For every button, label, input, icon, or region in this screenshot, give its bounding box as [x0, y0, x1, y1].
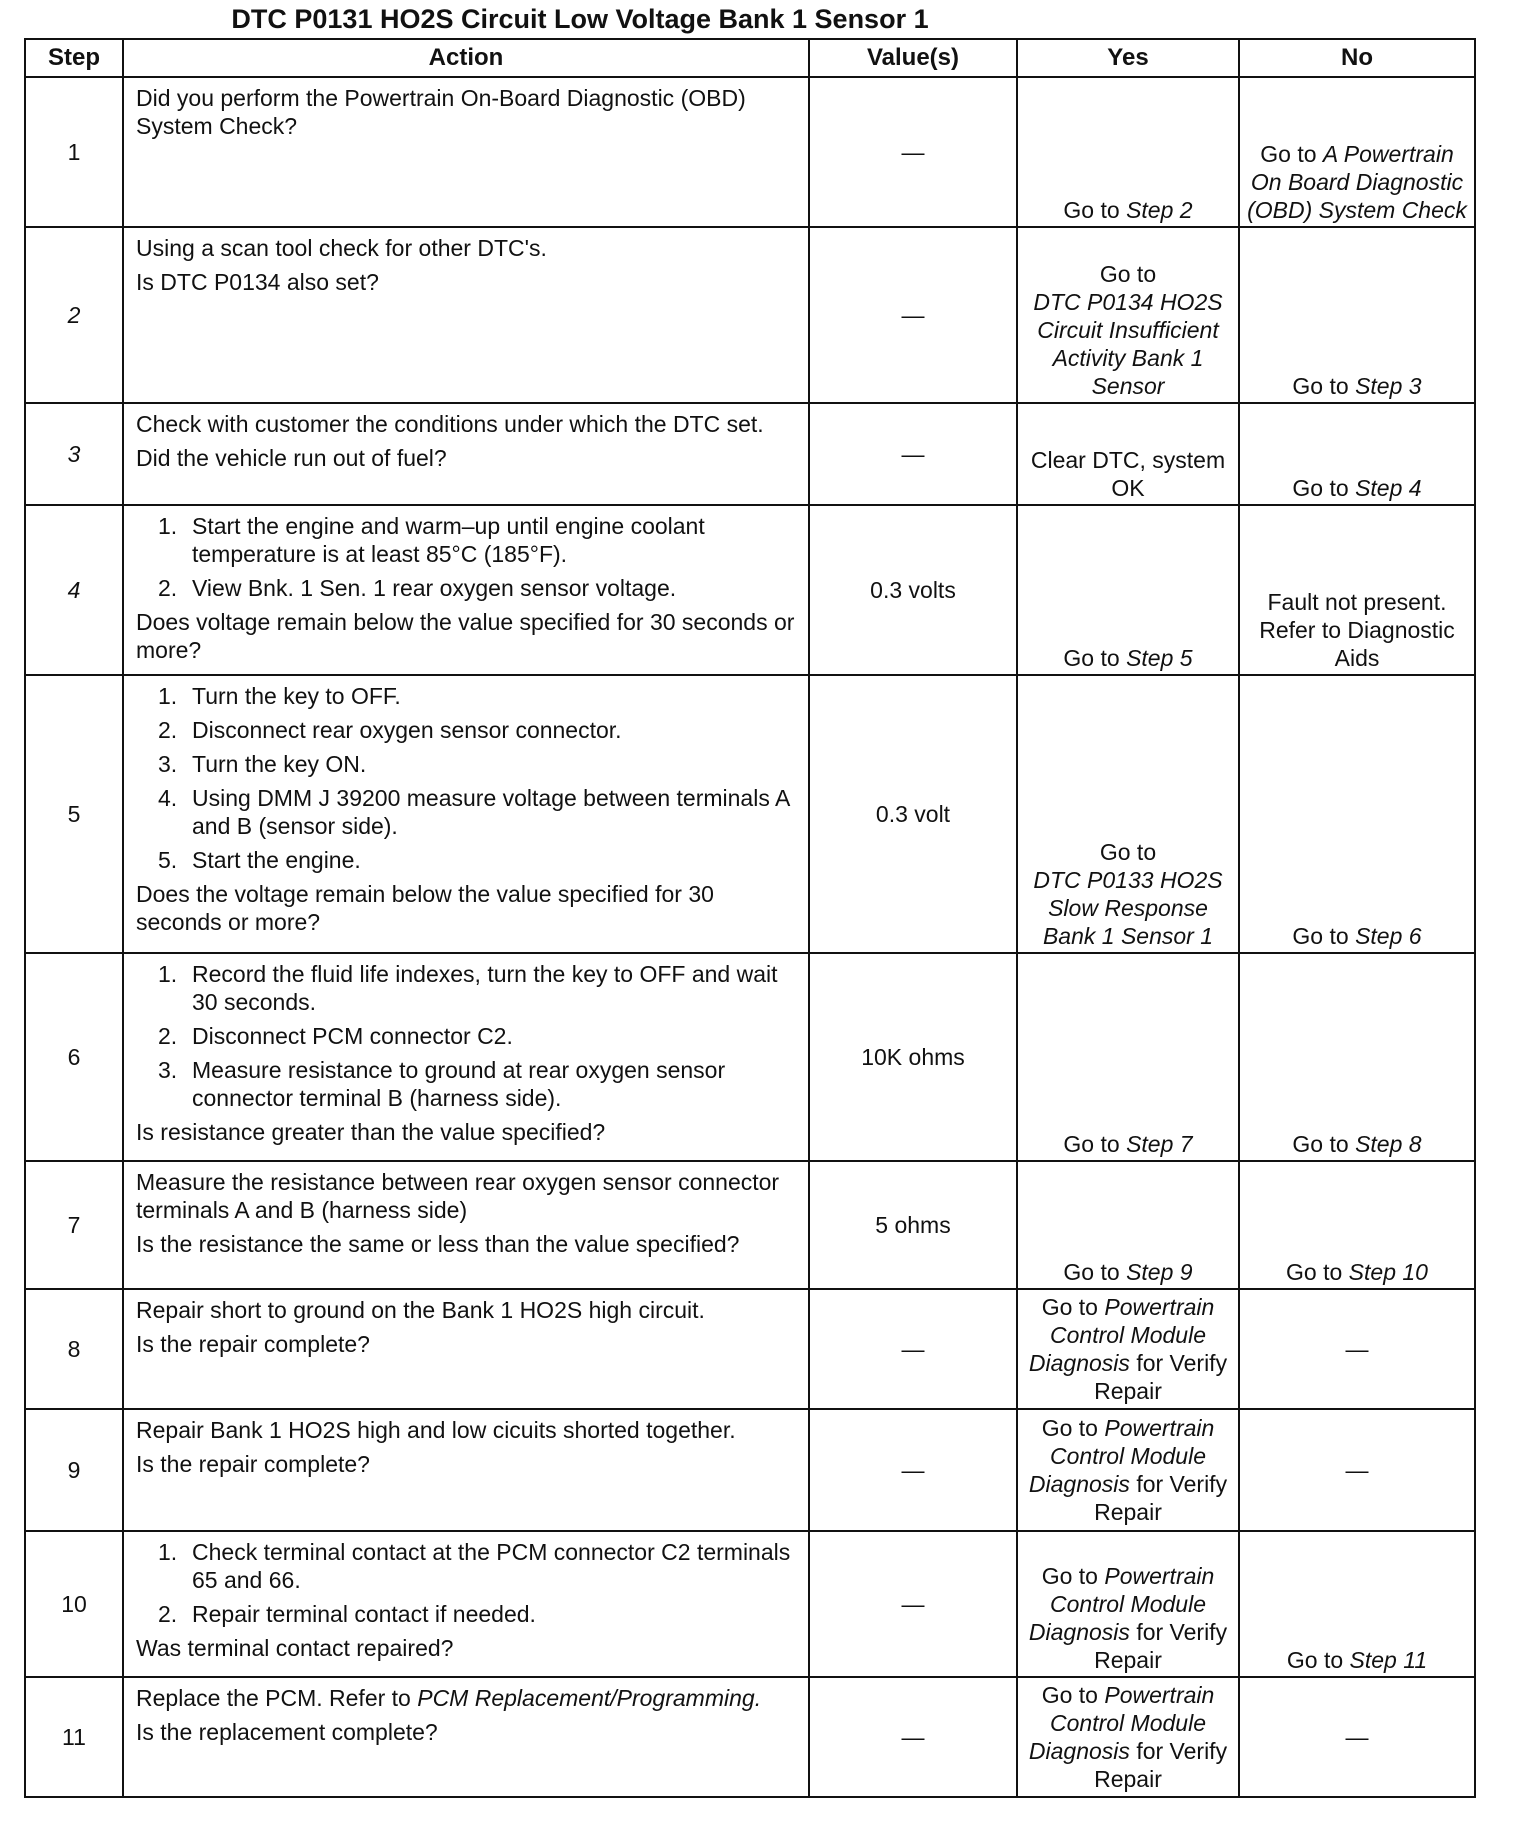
no-reference: Step 4 [1355, 475, 1422, 501]
action-step-item: 2. View Bnk. 1 Sen. 1 rear oxygen sensor voltage. [158, 575, 677, 601]
yes-prefix: Go to [1099, 261, 1157, 287]
table-row [25, 953, 1475, 1161]
action-text: Repair Bank 1 HO2S high and low cicuits shorted together. [136, 1417, 736, 1443]
action-cell [123, 227, 809, 403]
no-reference: Step 3 [1355, 373, 1422, 399]
value-cell: 5 ohms [809, 1161, 1017, 1289]
action-cell [123, 1531, 809, 1677]
action-cell [123, 953, 809, 1161]
table-row [25, 1677, 1475, 1797]
table-row [25, 505, 1475, 675]
page-title: DTC P0131 HO2S Circuit Low Voltage Bank 1 Sensor 1 [231, 4, 929, 34]
step-number: 2 [25, 227, 123, 403]
no-cell [1239, 403, 1475, 505]
diagnostic-table [24, 38, 1476, 1798]
step-number: 11 [25, 1677, 123, 1797]
header-action: Action [123, 39, 809, 77]
action-cell [123, 1289, 809, 1409]
table-header-row [25, 39, 1475, 77]
action-prefix: Replace the PCM. Refer to [136, 1685, 411, 1711]
yes-reference: Powertrain Control Module Diagnosis [1028, 1682, 1215, 1764]
yes-cell [1017, 1289, 1239, 1409]
yes-suffix: for Verify Repair [1094, 1738, 1228, 1792]
action-cell [123, 1409, 809, 1531]
action-cell [123, 505, 809, 675]
yes-cell [1017, 953, 1239, 1161]
no-cell: Fault not present. Refer to Diagnostic Aids [1239, 505, 1475, 675]
action-cell [123, 1161, 809, 1289]
header-yes: Yes [1017, 39, 1239, 77]
action-step-item: 1. Start the engine and warm–up until engine coolant temperature is at least 85°C (185°F). [158, 513, 705, 567]
value-cell: — [809, 1289, 1017, 1409]
yes-reference: Step 2 [1126, 197, 1193, 223]
yes-reference: Step 7 [1126, 1131, 1193, 1157]
action-question: Is the replacement complete? [136, 1719, 438, 1745]
yes-prefix: Go to [1041, 1415, 1098, 1441]
value-cell: 0.3 volt [809, 675, 1017, 953]
value-cell: — [809, 227, 1017, 403]
step-number: 1 [25, 77, 123, 227]
no-cell [1239, 1531, 1475, 1677]
step-number: 7 [25, 1161, 123, 1289]
step-number: 8 [25, 1289, 123, 1409]
yes-reference: Powertrain Control Module Diagnosis [1028, 1294, 1215, 1376]
action-step-item: 3. Measure resistance to ground at rear oxygen sensor connector terminal B (harness side). [158, 1057, 726, 1111]
action-text: Did you perform the Powertrain On-Board Diagnostic (OBD) System Check? [136, 85, 746, 139]
yes-reference: Step 9 [1126, 1259, 1193, 1285]
action-cell [123, 403, 809, 505]
yes-reference: Step 5 [1126, 645, 1193, 671]
action-text: Measure the resistance between rear oxygen sensor connector terminals A and B (harness side) [136, 1169, 780, 1223]
no-cell: — [1239, 1409, 1475, 1531]
no-cell [1239, 675, 1475, 953]
no-cell [1239, 953, 1475, 1161]
step-number: 3 [25, 403, 123, 505]
action-step-item: 1. Check terminal contact at the PCM connector C2 terminals 65 and 66. [158, 1539, 791, 1593]
action-question: Was terminal contact repaired? [136, 1635, 454, 1661]
action-question: Is the resistance the same or less than the value specified? [136, 1231, 740, 1257]
action-step-item: 1. Record the fluid life indexes, turn the key to OFF and wait 30 seconds. [158, 961, 778, 1015]
action-text: Repair short to ground on the Bank 1 HO2S high circuit. [136, 1297, 705, 1323]
action-text: Check with customer the conditions under which the DTC set. [136, 411, 764, 437]
yes-suffix: for Verify Repair [1094, 1471, 1228, 1525]
no-prefix: Go to [1286, 1647, 1344, 1673]
action-question: Does the voltage remain below the value specified for 30 seconds or more? [136, 881, 714, 935]
yes-prefix: Go to [1063, 1131, 1120, 1157]
action-step-item: 2. Repair terminal contact if needed. [158, 1601, 536, 1627]
yes-cell [1017, 675, 1239, 953]
action-step-item: 4. Using DMM J 39200 measure voltage between terminals A and B (sensor side). [158, 785, 790, 839]
yes-cell [1017, 505, 1239, 675]
no-prefix: Go to [1260, 141, 1317, 167]
no-reference: Step 11 [1349, 1647, 1428, 1673]
yes-cell [1017, 77, 1239, 227]
no-cell [1239, 227, 1475, 403]
yes-suffix: for Verify Repair [1094, 1619, 1228, 1673]
action-question: Is the repair complete? [136, 1451, 370, 1477]
action-cell [123, 675, 809, 953]
table-row [25, 227, 1475, 403]
value-cell: — [809, 77, 1017, 227]
no-reference: Step 8 [1355, 1131, 1422, 1157]
value-cell: — [809, 1409, 1017, 1531]
yes-cell [1017, 227, 1239, 403]
action-cell [123, 77, 809, 227]
yes-suffix: for Verify Repair [1094, 1350, 1228, 1404]
no-reference: Step 10 [1348, 1259, 1428, 1285]
table-row [25, 1289, 1475, 1409]
table-row [25, 1531, 1475, 1677]
action-steps [136, 960, 800, 1112]
action-cell [123, 1677, 809, 1797]
action-question: Is DTC P0134 also set? [136, 269, 379, 295]
action-text: Using a scan tool check for other DTC's. [136, 235, 547, 261]
no-cell [1239, 77, 1475, 227]
value-cell: 10K ohms [809, 953, 1017, 1161]
yes-prefix: Go to [1041, 1563, 1098, 1589]
action-question: Is resistance greater than the value specified? [136, 1119, 606, 1145]
action-text [136, 1684, 800, 1712]
header-step: Step [25, 39, 123, 77]
action-step-item: 2. Disconnect PCM connector C2. [158, 1023, 513, 1049]
no-prefix: Go to [1292, 475, 1349, 501]
value-cell: — [809, 1677, 1017, 1797]
action-steps [136, 512, 800, 602]
yes-cell [1017, 1409, 1239, 1531]
step-number: 9 [25, 1409, 123, 1531]
action-reference: PCM Replacement/Programming. [417, 1685, 762, 1711]
table-row [25, 675, 1475, 953]
yes-cell: Clear DTC, system OK [1017, 403, 1239, 505]
value-cell: — [809, 403, 1017, 505]
value-cell: — [809, 1531, 1017, 1677]
no-reference: Step 6 [1355, 923, 1422, 949]
yes-prefix: Go to [1063, 645, 1120, 671]
step-number: 4 [25, 505, 123, 675]
action-steps [136, 682, 800, 874]
yes-cell [1017, 1161, 1239, 1289]
yes-prefix: Go to [1041, 1682, 1098, 1708]
header-no: No [1239, 39, 1475, 77]
yes-reference: DTC P0134 HO2S Circuit Insufficient Activity Bank 1 Sensor [1033, 289, 1223, 399]
header-values: Value(s) [809, 39, 1017, 77]
value-cell: 0.3 volts [809, 505, 1017, 675]
table-row [25, 1409, 1475, 1531]
yes-prefix: Go to [1063, 197, 1120, 223]
no-cell: — [1239, 1677, 1475, 1797]
action-step-item: 5. Start the engine. [158, 847, 361, 873]
step-number: 10 [25, 1531, 123, 1677]
no-prefix: Go to [1292, 923, 1349, 949]
no-prefix: Go to [1292, 373, 1349, 399]
action-question: Did the vehicle run out of fuel? [136, 445, 447, 471]
yes-reference: Powertrain Control Module Diagnosis [1028, 1415, 1215, 1497]
yes-prefix: Go to [1099, 839, 1157, 865]
no-cell: — [1239, 1289, 1475, 1409]
yes-cell [1017, 1677, 1239, 1797]
no-reference: A Powertrain On Board Diagnostic (OBD) System Check [1247, 141, 1467, 223]
no-cell [1239, 1161, 1475, 1289]
no-prefix: Go to [1286, 1259, 1343, 1285]
yes-prefix: Go to [1063, 1259, 1120, 1285]
yes-prefix: Go to [1041, 1294, 1098, 1320]
table-row [25, 1161, 1475, 1289]
yes-reference: Powertrain Control Module Diagnosis [1028, 1563, 1215, 1645]
no-prefix: Go to [1292, 1131, 1349, 1157]
action-step-item: 1. Turn the key to OFF. [158, 683, 401, 709]
yes-reference: DTC P0133 HO2S Slow Response Bank 1 Sensor 1 [1033, 867, 1223, 949]
table-row [25, 403, 1475, 505]
table-row [25, 77, 1475, 227]
step-number: 5 [25, 675, 123, 953]
action-question: Is the repair complete? [136, 1331, 370, 1357]
yes-cell [1017, 1531, 1239, 1677]
action-steps [136, 1538, 800, 1628]
action-step-item: 3. Turn the key ON. [158, 751, 367, 777]
action-question: Does voltage remain below the value specified for 30 seconds or more? [136, 609, 795, 663]
step-number: 6 [25, 953, 123, 1161]
action-step-item: 2. Disconnect rear oxygen sensor connector. [158, 717, 622, 743]
